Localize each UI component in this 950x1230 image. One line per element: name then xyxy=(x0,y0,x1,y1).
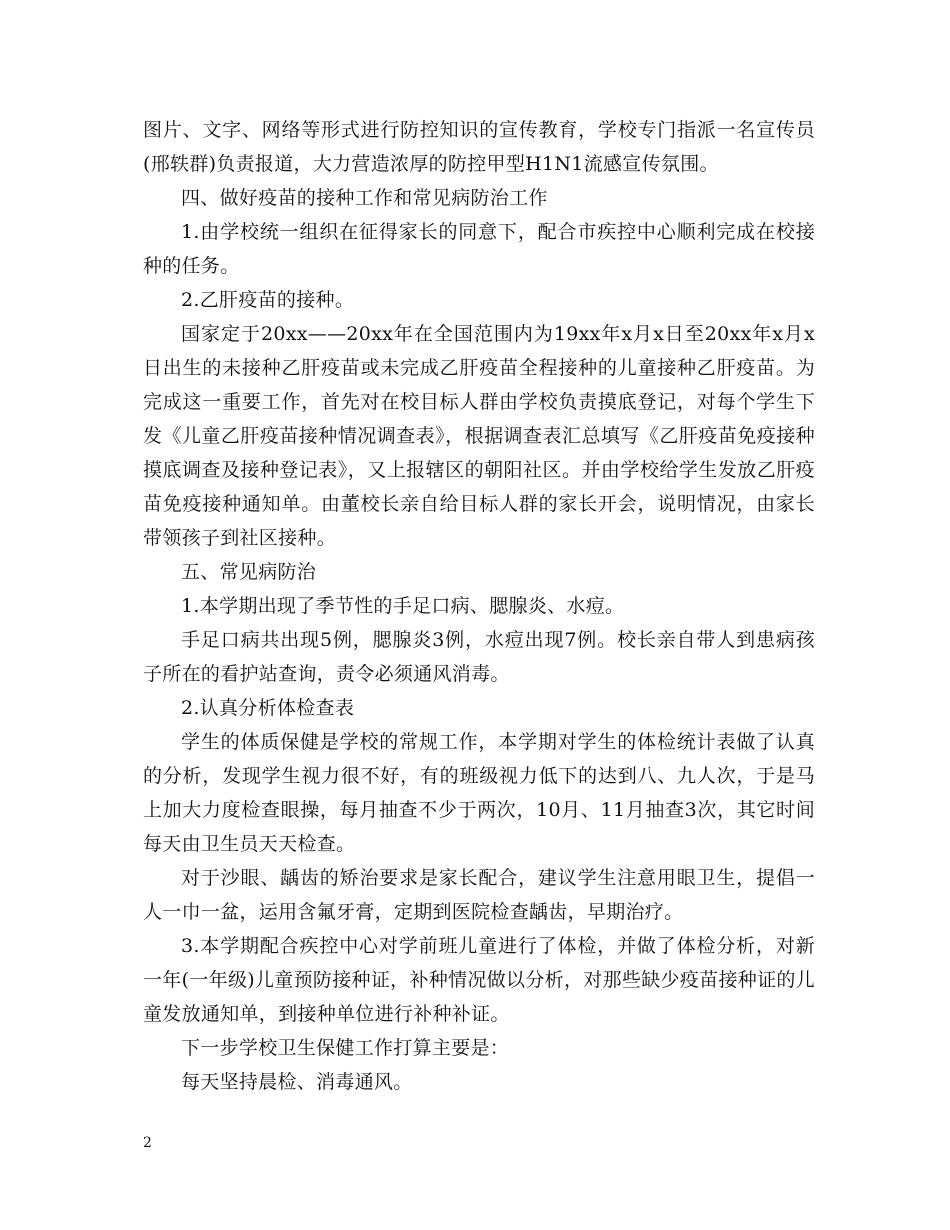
list-item: 3.本学期配合疾控中心对学前班儿童进行了体检，并做了体检分析，对新一年(一年级)儿童预防接种证，补种情况做以分析，对那些缺少疫苗接种证的儿童发放通知单，到接种单位进行补种补证。 xyxy=(143,935,815,1025)
paragraph: 图片、文字、网络等形式进行防控知识的宣传教育，学校专门指派一名宣传员(邢轶群)负责报道，大力营造浓厚的防控甲型H1N1流感宣传氛围。 xyxy=(143,119,815,175)
paragraph: 学生的体质保健是学校的常规工作，本学期对学生的体检统计表做了认真的分析，发现学生视力很不好，有的班级视力低下的达到八、九人次，于是马上加大力度检查眼操，每月抽查不少于两次，10月、11月抽查3次，其它时间每天由卫生员天天检查。 xyxy=(143,731,815,855)
paragraph: 每天坚持晨检、消毒通风。 xyxy=(181,1071,413,1093)
list-item: 2.认真分析体检查表 xyxy=(181,697,355,719)
paragraph: 下一步学校卫生保健工作打算主要是： xyxy=(181,1037,510,1059)
paragraph: 国家定于20xx——20xx年在全国范围内为19xx年x月x日至20xx年x月x日出生的未接种乙肝疫苗或未完成乙肝疫苗全程接种的儿童接种乙肝疫苗。为完成这一重要工作，首先对在校目标人群由学校负责摸底登记，对每个学生下发《儿童乙肝疫苗接种情况调查表》，根据调查表汇总填写《乙肝疫苗免疫接种摸底调查及接种登记表》，又上报辖区的朝阳社区。并由学校给学生发放乙肝疫苗免疫接种通知单。由董校长亲自给目标人群的家长开会，说明情况，由家长带领孩子到社区接种。 xyxy=(143,323,815,549)
page-number: 2 xyxy=(143,1135,152,1151)
paragraph: 手足口病共出现5例，腮腺炎3例，水痘出现7例。校长亲自带人到患病孩子所在的看护站查询，责令必须通风消毒。 xyxy=(143,629,815,685)
document-body xyxy=(143,113,815,1099)
paragraph: 对于沙眼、龋齿的矫治要求是家长配合，建议学生注意用眼卫生，提倡一人一巾一盆，运用含氟牙膏，定期到医院检查龋齿，早期治疗。 xyxy=(143,867,815,923)
section-heading: 五、常见病防治 xyxy=(181,561,317,583)
list-item: 2.乙肝疫苗的接种。 xyxy=(181,289,355,311)
section-heading: 四、做好疫苗的接种工作和常见病防治工作 xyxy=(181,187,548,209)
list-item: 1.本学期出现了季节性的手足口病、腮腺炎、水痘。 xyxy=(181,595,625,617)
list-item: 1.由学校统一组织在征得家长的同意下，配合市疾控中心顺利完成在校接种的任务。 xyxy=(143,221,815,277)
